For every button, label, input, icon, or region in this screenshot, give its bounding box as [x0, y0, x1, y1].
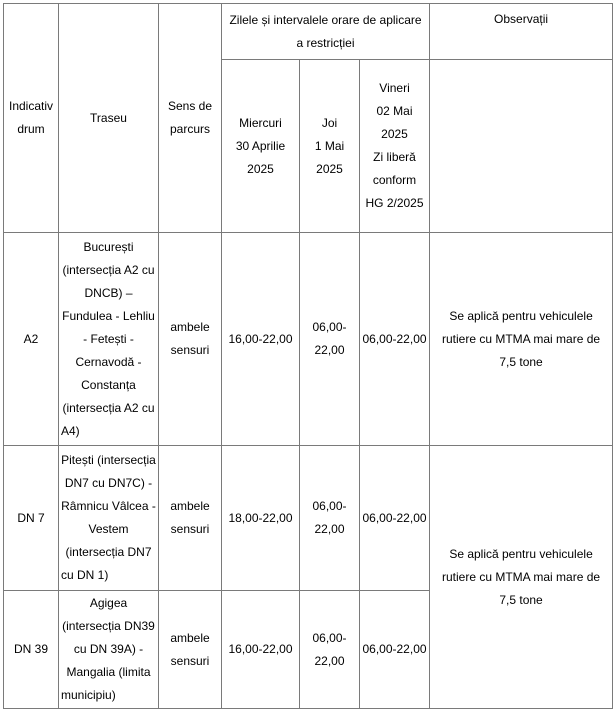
header-days-intervals: Zilele și intervalele orare de aplicare a restricției — [222, 4, 430, 60]
header-observations-blank — [430, 60, 613, 233]
restrictions-table — [3, 3, 613, 709]
friday-interval: 06,00-22,00 — [360, 233, 430, 446]
route-description: București (intersecția A2 cu DNCB) – Fundulea - Lehliu - Fetești - Cernavodă - Constanța (intersecția A2 cu A4) — [59, 233, 159, 446]
table-row — [4, 233, 613, 446]
header-road-indicator: Indicativ drum — [4, 4, 59, 233]
table-row — [4, 446, 613, 591]
route-description: Agigea (intersecția DN39 cu DN 39A) - Mangalia (limita municipiu) — [59, 591, 159, 709]
header-friday: Vineri 02 Mai 2025 Zi liberă conform HG 2/2025 — [360, 60, 430, 233]
thursday-interval: 06,00- 22,00 — [300, 446, 360, 591]
route-description: Pitești (intersecția DN7 cu DN7C) - Râmnicu Vâlcea - Vestem (intersecția DN7 cu DN 1) — [59, 446, 159, 591]
direction: ambele sensuri — [159, 446, 222, 591]
header-route: Traseu — [59, 4, 159, 233]
friday-interval: 06,00-22,00 — [360, 446, 430, 591]
wednesday-interval: 16,00-22,00 — [222, 591, 300, 709]
friday-interval: 06,00-22,00 — [360, 591, 430, 709]
observation-note: Se aplică pentru vehiculele rutiere cu MTMA mai mare de 7,5 tone — [430, 233, 613, 446]
road-indicator: DN 7 — [4, 446, 59, 591]
thursday-interval: 06,00- 22,00 — [300, 233, 360, 446]
road-indicator: A2 — [4, 233, 59, 446]
wednesday-interval: 16,00-22,00 — [222, 233, 300, 446]
header-thursday: Joi 1 Mai 2025 — [300, 60, 360, 233]
header-observations: Observații — [430, 4, 613, 60]
observation-note: Se aplică pentru vehiculele rutiere cu MTMA mai mare de 7,5 tone — [430, 446, 613, 709]
wednesday-interval: 18,00-22,00 — [222, 446, 300, 591]
road-indicator: DN 39 — [4, 591, 59, 709]
header-wednesday: Miercuri 30 Aprilie 2025 — [222, 60, 300, 233]
thursday-interval: 06,00- 22,00 — [300, 591, 360, 709]
direction: ambele sensuri — [159, 591, 222, 709]
header-direction: Sens de parcurs — [159, 4, 222, 233]
direction: ambele sensuri — [159, 233, 222, 446]
